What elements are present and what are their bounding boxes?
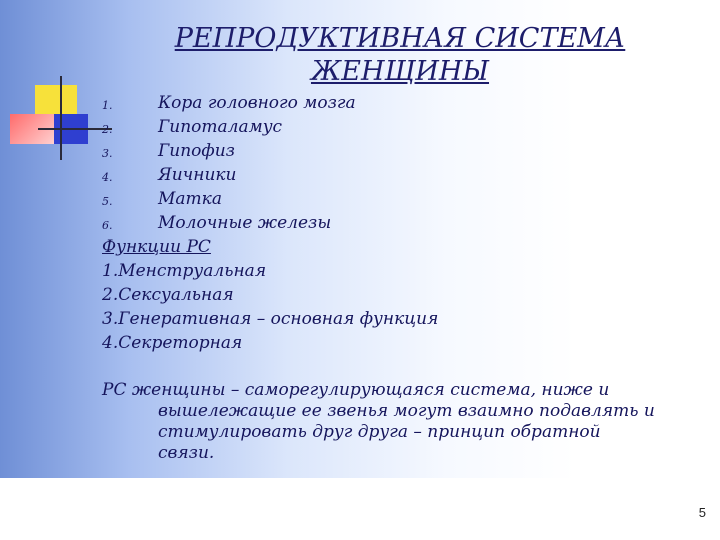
decor-horizontal-line <box>38 128 112 130</box>
paragraph-line-1: РС женщины – саморегулирующаяся система, ниже и <box>102 380 610 400</box>
functions-heading: Функции РС <box>102 237 211 257</box>
organ-item <box>102 163 662 187</box>
function-item: 1.Менструальная <box>102 261 267 281</box>
organ-number: 6. <box>102 219 113 232</box>
page-number: 5 <box>698 505 706 520</box>
content-list <box>102 91 662 355</box>
organ-text: Кора головного мозга <box>158 93 356 113</box>
organ-text: Молочные железы <box>158 213 332 233</box>
function-item: 3.Генеративная – основная функция <box>102 309 439 329</box>
organ-text: Гипоталамус <box>158 117 283 137</box>
organ-number: 2. <box>102 123 113 136</box>
title-line-2: ЖЕНЩИНЫ <box>310 56 490 87</box>
organ-number: 1. <box>102 99 113 112</box>
paragraph-line-2: вышележащие ее звенья могут взаимно подавлять и <box>158 401 655 421</box>
organ-text: Яичники <box>158 165 237 185</box>
summary-paragraph <box>102 380 662 464</box>
organ-number: 3. <box>102 147 113 160</box>
organ-number: 4. <box>102 171 113 184</box>
function-item: 2.Сексуальная <box>102 285 234 305</box>
organ-item <box>102 211 662 235</box>
function-item: 4.Секреторная <box>102 333 243 353</box>
organ-item <box>102 187 662 211</box>
organ-text: Гипофиз <box>158 141 235 161</box>
decor-vertical-line <box>60 76 62 160</box>
organ-item <box>102 139 662 163</box>
slide-footer-area <box>0 478 720 540</box>
organ-text: Матка <box>158 189 222 209</box>
paragraph-line-3: стимулировать друг друга – принцип обратной связи. <box>158 422 601 463</box>
organ-item <box>102 115 662 139</box>
title-line-1: РЕПРОДУКТИВНАЯ СИСТЕМА <box>174 23 626 54</box>
slide-title <box>120 22 680 88</box>
organ-item <box>102 91 662 115</box>
organ-number: 5. <box>102 195 113 208</box>
